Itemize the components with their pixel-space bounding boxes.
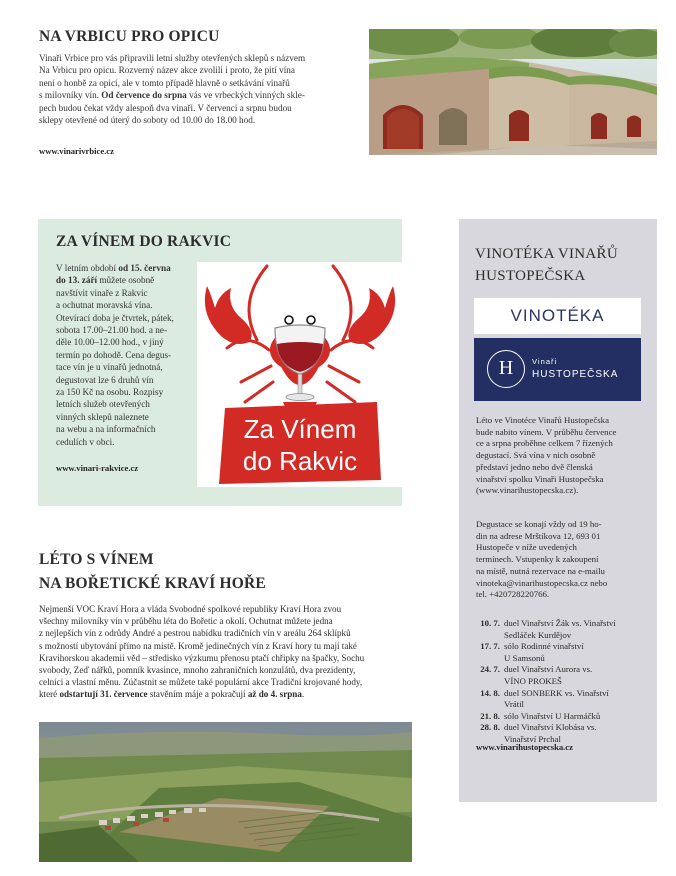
vinoteka-logo: VINOTÉKA [474, 298, 641, 334]
text-line: a ochutnat moravská vína. [56, 300, 153, 311]
schedule-item: 21. 8. sólo Vinařství U Harmáčků [480, 710, 601, 721]
text-line: za 150 Kč na osobu. Rozpisy [56, 387, 164, 398]
section-title-boretice-line1: LÉTO S VÍNEM [39, 551, 154, 568]
degustation-schedule [476, 618, 648, 746]
vinoteka-sidebar [459, 219, 657, 802]
text-line: sklepy otevřené od úterý do soboty od 10.00 do 18.00 hod. [39, 115, 256, 126]
section-title-boretice-line2: NA BOŘETICKÉ KRAVÍ HOŘE [39, 575, 266, 592]
text-line: pech budou čekat vždy alespoň dva vinaři. V červenci a srpnu budou [39, 102, 292, 113]
poster-line2: do Rakvic [242, 446, 358, 476]
text-line: které odstartují 31. července stavěním máje a pokračují až do 4. srpna. [39, 689, 305, 700]
text-line: sobota 17.00–21.00 hod. a ne- [56, 325, 167, 336]
text-line: z nejlepších vín z odrůdy André a pestrou nabídku tradičních vín v areálu 264 sklípků [39, 628, 351, 639]
text-line: tace vín je u vinařů jednotná, [56, 362, 163, 373]
text-line: Na Vrbicu pro opicu. Rozverný název akce zvolili i proto, že pití vína [39, 65, 295, 76]
crayfish-wine-poster [197, 262, 403, 487]
vrbice-website-link[interactable]: www.vinarivrbice.cz [39, 146, 114, 156]
text-line: letních služeb otevřených [56, 399, 150, 410]
text-line: vinných sklepů naleznete [56, 411, 149, 422]
schedule-item: 24. 7. duel Vinařství Aurora vs. VÍNO PROKEŠ [480, 664, 593, 686]
rakvice-section [38, 219, 402, 506]
vinari-hustopecska-logo: H Vinaři HUSTOPEČSKA [474, 338, 641, 401]
aerial-vineyard-photo [39, 722, 412, 862]
text-line: není o honbě za opicí, ale v tomto případě hlavně o setkávání vinařů [39, 77, 290, 88]
text-line: všechny milovníky vín v průběhu léta do Bořetic a okolí. Ochutnat můžete jedna [39, 616, 333, 627]
wine-cellars-photo [369, 29, 657, 155]
text-line: Vinaři Vrbice pro vás připravili letní služby otevřených sklepů s názvem [39, 53, 306, 63]
schedule-item: 28. 8. duel Vinařství Klobása vs. Vinařství Prchal [480, 722, 597, 744]
text-line: Nejmenší VOC Kraví Hora a vláda Svobodné spolkové republiky Kraví Hora zvou [39, 604, 342, 614]
text-line: s možností ubytování přímo na místě. Kromě jedinečných vín z Kraví hory tu mají také [39, 640, 357, 651]
vinoteka-intro-text: Léto ve Vinotéce Vinařů Hustopečska bude nabito vínem. V průběhu července ce a srpna proběhne celkem 7 řízených degustací. Svá vína v nich osobně představí jedno nebo dvě členská vinařství spolku Vinaři Hustopečska (www.vinarihustopecska.cz). [476, 415, 617, 496]
poster-line1: Za Vínem [243, 414, 357, 444]
text-line: V letním období od 15. června [56, 263, 171, 273]
text-line: celníci a vlastní měnu. Zúčastnit se můžete také populární akce Tradiční krojované hody, [39, 677, 363, 688]
text-line: svobody, Zeď nářků, pomník kvasince, mnoho zahraničních konzulátů, dva prezidenty, [39, 665, 356, 676]
text-line: termín po dohodě. Cena degus- [56, 349, 172, 360]
section-title-vinoteka: VINOTÉKA VINAŘŮ HUSTOPEČSKA [475, 246, 618, 284]
schedule-item: 14. 8. duel SONBERK vs. Vinařství Vrátil [480, 687, 609, 710]
schedule-item: 10. 7. duel Vinařství Žák vs. Vinařství Sedláček Kurdějov [480, 618, 616, 640]
text-line: Kravihorskou akademii věd – středisko výzkumu přenosu ptačí chřipky na špačky, Sochu [39, 652, 365, 663]
text-line: na webu a na informačních [56, 424, 156, 435]
text-line: do 13. září můžete osobně [56, 275, 155, 286]
text-line: s milovníky vín. Od července do srpna vás ve vrbeckých vinných skle- [39, 90, 305, 101]
section-title-vrbice: NA VRBICU PRO OPICU [39, 28, 220, 45]
rakvice-website-link[interactable]: www.vinari-rakvice.cz [56, 463, 139, 473]
rakvice-article-text [56, 262, 192, 448]
text-line: Otevírací doba je čtvrtek, pátek, [56, 312, 174, 323]
vrbice-article-text [39, 52, 357, 126]
text-line: degustovat lze 6 druhů vín [56, 374, 154, 385]
schedule-item: 17. 7. sólo Rodinné vinařství U Samsonů [480, 641, 584, 663]
boretice-article-text [39, 603, 414, 701]
logo-emblem-icon: H [487, 350, 525, 388]
text-line: děle 10.00–12.00 hod., v jiný [56, 337, 164, 348]
vinoteka-info-text: Degustace se konají vždy od 19 ho- din na adrese Mrštíkova 12, 693 01 Hustopeče v níže uvedených termínech. Vstupenky k zakoupení na místě, nutná rezervace na e-mailu vinoteka@vinarihustopecska.cz nebo tel. +420728220766. [476, 519, 608, 600]
vinoteka-website-link[interactable]: www.vinarihustopecska.cz [476, 742, 573, 752]
text-line: cedulích v obci. [56, 436, 115, 447]
text-line: navštívit vinaře z Rakvic [56, 287, 148, 298]
section-title-rakvice: ZA VÍNEM DO RAKVIC [56, 233, 232, 250]
